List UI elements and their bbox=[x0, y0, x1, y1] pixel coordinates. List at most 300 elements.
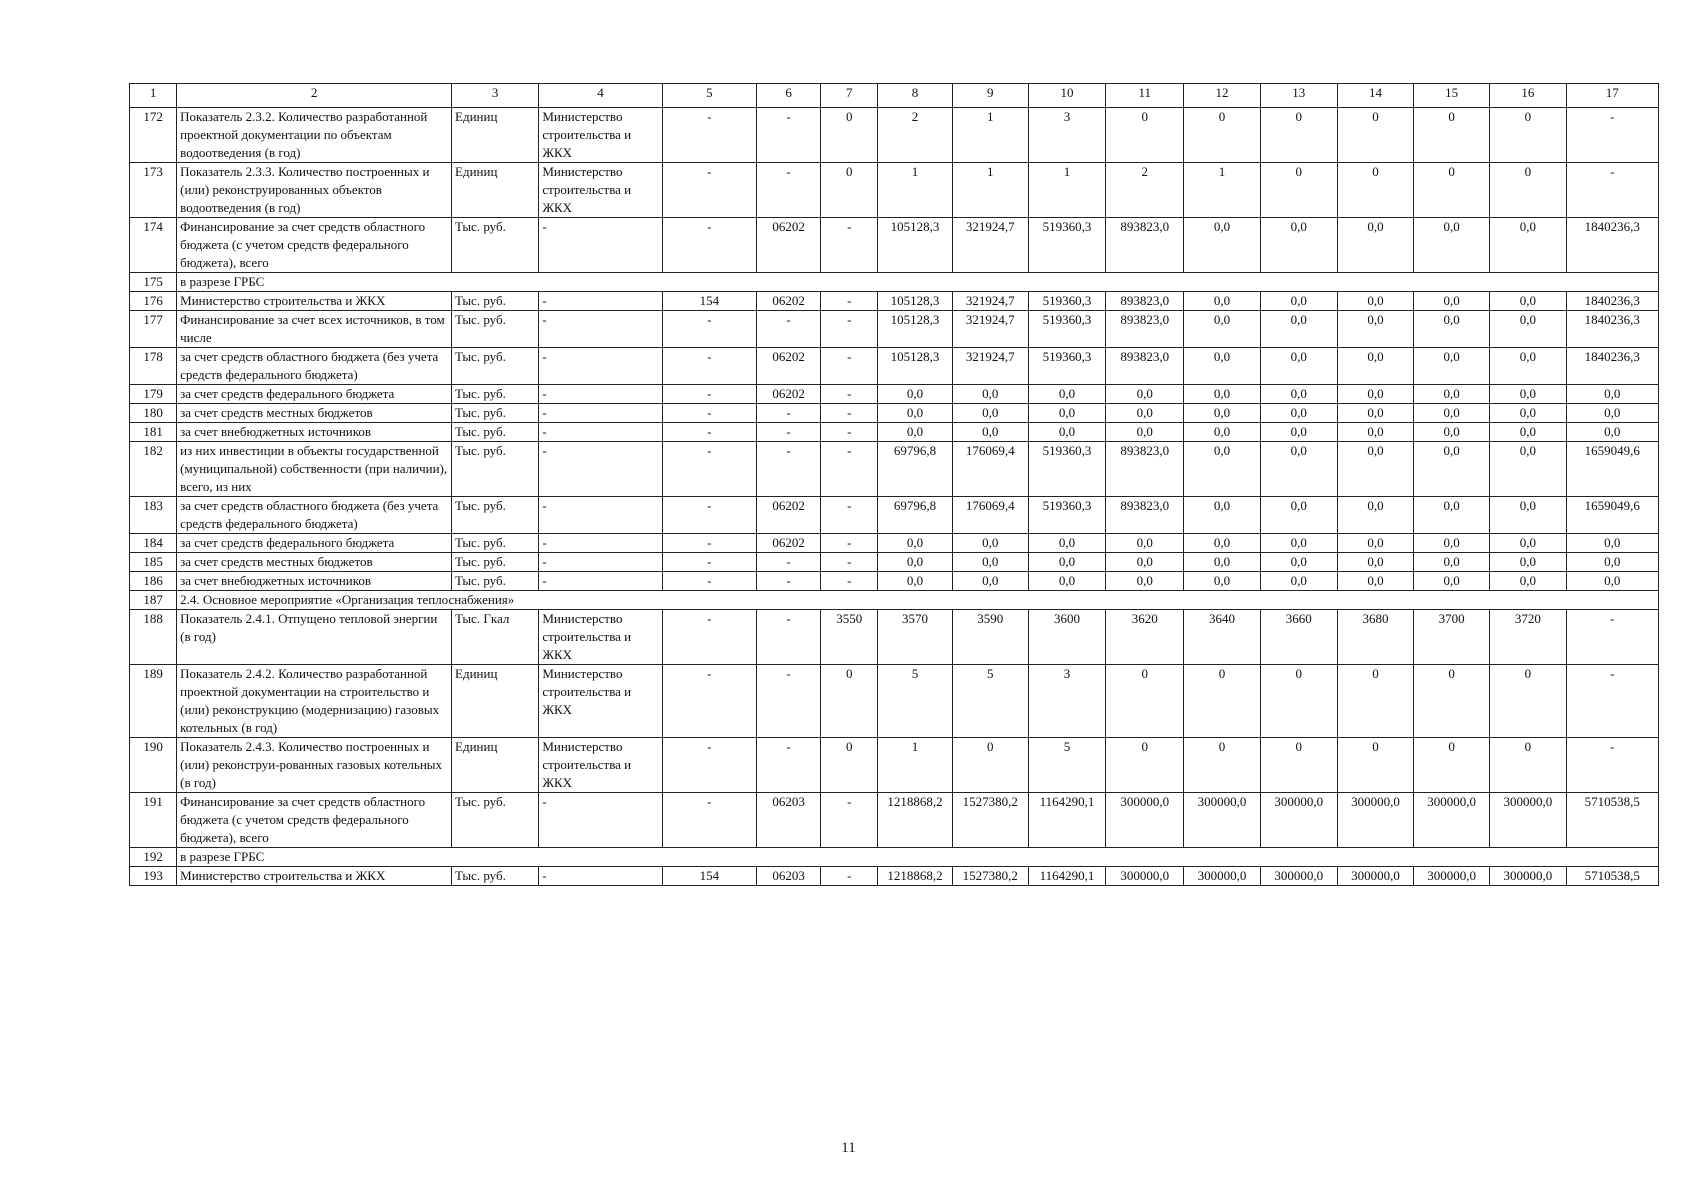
value-cell: 0,0 bbox=[1490, 572, 1566, 591]
value-cell: 0,0 bbox=[1028, 385, 1105, 404]
table-row bbox=[130, 108, 1659, 163]
value-cell: 3 bbox=[1028, 108, 1105, 163]
value-cell: 0 bbox=[1106, 108, 1184, 163]
value-cell: - bbox=[821, 292, 878, 311]
unit-cell: Тыс. руб. bbox=[452, 348, 539, 385]
value-cell: 06202 bbox=[757, 497, 821, 534]
value-cell: 0,0 bbox=[1337, 311, 1413, 348]
value-cell: 1 bbox=[1184, 163, 1260, 218]
row-number: 185 bbox=[130, 553, 177, 572]
value-cell: 0,0 bbox=[1184, 497, 1260, 534]
value-cell: - bbox=[821, 534, 878, 553]
value-cell: 0,0 bbox=[1260, 534, 1337, 553]
value-cell: 0,0 bbox=[1106, 572, 1184, 591]
value-cell: 0,0 bbox=[1337, 534, 1413, 553]
executor-cell: - bbox=[539, 497, 662, 534]
value-cell: - bbox=[662, 423, 756, 442]
value-cell: 0 bbox=[1337, 665, 1413, 738]
value-cell: 0,0 bbox=[1490, 442, 1566, 497]
section-title: в разрезе ГРБС bbox=[177, 273, 1659, 292]
value-cell: 3700 bbox=[1414, 610, 1490, 665]
value-cell: 0,0 bbox=[952, 385, 1028, 404]
value-cell: 0,0 bbox=[1260, 497, 1337, 534]
value-cell: 0,0 bbox=[1414, 218, 1490, 273]
value-cell: 1 bbox=[952, 108, 1028, 163]
value-cell: 0,0 bbox=[1490, 534, 1566, 553]
row-number: 175 bbox=[130, 273, 177, 292]
value-cell: 893823,0 bbox=[1106, 348, 1184, 385]
row-number: 183 bbox=[130, 497, 177, 534]
value-cell: 2 bbox=[1106, 163, 1184, 218]
value-cell: 0,0 bbox=[1106, 553, 1184, 572]
value-cell: 0 bbox=[1184, 665, 1260, 738]
row-number: 173 bbox=[130, 163, 177, 218]
unit-cell: Тыс. руб. bbox=[452, 553, 539, 572]
column-number-cell: 11 bbox=[1106, 84, 1184, 108]
value-cell: 105128,3 bbox=[878, 311, 952, 348]
value-cell: 1659049,6 bbox=[1566, 442, 1658, 497]
value-cell: 1527380,2 bbox=[952, 793, 1028, 848]
value-cell: 0,0 bbox=[1028, 404, 1105, 423]
value-cell: 0 bbox=[1337, 738, 1413, 793]
value-cell: 893823,0 bbox=[1106, 442, 1184, 497]
value-cell: 893823,0 bbox=[1106, 311, 1184, 348]
value-cell: 5 bbox=[1028, 738, 1105, 793]
value-cell: 0,0 bbox=[1260, 572, 1337, 591]
table-row bbox=[130, 404, 1659, 423]
column-number-cell: 7 bbox=[821, 84, 878, 108]
value-cell: 0,0 bbox=[1260, 292, 1337, 311]
column-number-cell: 9 bbox=[952, 84, 1028, 108]
value-cell: 0 bbox=[1490, 738, 1566, 793]
value-cell: 1 bbox=[878, 738, 952, 793]
value-cell: - bbox=[821, 218, 878, 273]
column-number-cell: 2 bbox=[177, 84, 452, 108]
table-row bbox=[130, 572, 1659, 591]
value-cell: 176069,4 bbox=[952, 442, 1028, 497]
executor-cell: Министерство строительства и ЖКХ bbox=[539, 163, 662, 218]
value-cell: 0,0 bbox=[1490, 348, 1566, 385]
unit-cell: Тыс. Гкал bbox=[452, 610, 539, 665]
value-cell: 0,0 bbox=[1414, 442, 1490, 497]
value-cell: - bbox=[757, 108, 821, 163]
row-number: 192 bbox=[130, 848, 177, 867]
value-cell: 1659049,6 bbox=[1566, 497, 1658, 534]
value-cell: 0,0 bbox=[1490, 423, 1566, 442]
value-cell: 0,0 bbox=[1566, 423, 1658, 442]
unit-cell: Тыс. руб. bbox=[452, 423, 539, 442]
value-cell: 0 bbox=[1106, 665, 1184, 738]
value-cell: 0 bbox=[1414, 738, 1490, 793]
value-cell: 0,0 bbox=[1566, 385, 1658, 404]
value-cell: 0,0 bbox=[1184, 348, 1260, 385]
value-cell: 1218868,2 bbox=[878, 793, 952, 848]
value-cell: 0,0 bbox=[952, 553, 1028, 572]
value-cell: 0,0 bbox=[1337, 292, 1413, 311]
row-number: 177 bbox=[130, 311, 177, 348]
executor-cell: - bbox=[539, 442, 662, 497]
value-cell: 06202 bbox=[757, 385, 821, 404]
value-cell: 0 bbox=[1490, 665, 1566, 738]
value-cell: 0,0 bbox=[1490, 385, 1566, 404]
value-cell: 105128,3 bbox=[878, 292, 952, 311]
value-cell: - bbox=[662, 218, 756, 273]
value-cell: - bbox=[821, 404, 878, 423]
value-cell: - bbox=[757, 610, 821, 665]
row-description: Показатель 2.3.2. Количество разработанной проектной документации по объектам водоотведения (в год) bbox=[177, 108, 452, 163]
executor-cell: - bbox=[539, 867, 662, 886]
value-cell: 1840236,3 bbox=[1566, 348, 1658, 385]
value-cell: 0 bbox=[1414, 108, 1490, 163]
row-description: за счет средств областного бюджета (без учета средств федерального бюджета) bbox=[177, 348, 452, 385]
value-cell: 06202 bbox=[757, 534, 821, 553]
value-cell: 105128,3 bbox=[878, 218, 952, 273]
value-cell: 176069,4 bbox=[952, 497, 1028, 534]
value-cell: 519360,3 bbox=[1028, 292, 1105, 311]
value-cell: 300000,0 bbox=[1414, 867, 1490, 886]
value-cell: 0,0 bbox=[1260, 404, 1337, 423]
row-description: Показатель 2.4.2. Количество разработанной проектной документации на строительство и (или) реконструкцию (модернизацию) газовых котельных (в год) bbox=[177, 665, 452, 738]
value-cell: 06202 bbox=[757, 292, 821, 311]
value-cell: - bbox=[662, 553, 756, 572]
value-cell: 0,0 bbox=[1490, 218, 1566, 273]
row-number: 180 bbox=[130, 404, 177, 423]
value-cell: 0,0 bbox=[1184, 404, 1260, 423]
row-number: 172 bbox=[130, 108, 177, 163]
value-cell: - bbox=[757, 572, 821, 591]
table-row bbox=[130, 534, 1659, 553]
value-cell: 0 bbox=[1106, 738, 1184, 793]
section-row bbox=[130, 591, 1659, 610]
row-description: Финансирование за счет средств областного бюджета (с учетом средств федерального бюджета), всего bbox=[177, 218, 452, 273]
value-cell: 1 bbox=[878, 163, 952, 218]
unit-cell: Единиц bbox=[452, 665, 539, 738]
value-cell: 0,0 bbox=[1337, 497, 1413, 534]
executor-cell: Министерство строительства и ЖКХ bbox=[539, 610, 662, 665]
row-description: за счет внебюджетных источников bbox=[177, 572, 452, 591]
table-row bbox=[130, 665, 1659, 738]
value-cell: 105128,3 bbox=[878, 348, 952, 385]
value-cell: 0 bbox=[1337, 163, 1413, 218]
value-cell: 0,0 bbox=[1260, 348, 1337, 385]
value-cell: - bbox=[662, 665, 756, 738]
value-cell: 0 bbox=[1260, 738, 1337, 793]
unit-cell: Тыс. руб. bbox=[452, 292, 539, 311]
value-cell: 519360,3 bbox=[1028, 497, 1105, 534]
unit-cell: Тыс. руб. bbox=[452, 572, 539, 591]
value-cell: 300000,0 bbox=[1184, 793, 1260, 848]
value-cell: 300000,0 bbox=[1414, 793, 1490, 848]
section-row bbox=[130, 848, 1659, 867]
value-cell: 0,0 bbox=[1260, 553, 1337, 572]
row-number: 188 bbox=[130, 610, 177, 665]
value-cell: 154 bbox=[662, 867, 756, 886]
row-number: 190 bbox=[130, 738, 177, 793]
value-cell: - bbox=[757, 423, 821, 442]
value-cell: 1164290,1 bbox=[1028, 867, 1105, 886]
column-number-cell: 5 bbox=[662, 84, 756, 108]
table-row bbox=[130, 163, 1659, 218]
value-cell: 0,0 bbox=[1184, 534, 1260, 553]
executor-cell: - bbox=[539, 311, 662, 348]
unit-cell: Тыс. руб. bbox=[452, 218, 539, 273]
value-cell: 0 bbox=[1260, 665, 1337, 738]
executor-cell: - bbox=[539, 423, 662, 442]
row-number: 176 bbox=[130, 292, 177, 311]
value-cell: - bbox=[1566, 163, 1658, 218]
value-cell: 06202 bbox=[757, 218, 821, 273]
table-row bbox=[130, 218, 1659, 273]
value-cell: 0,0 bbox=[1028, 572, 1105, 591]
value-cell: 0,0 bbox=[1566, 404, 1658, 423]
table-row bbox=[130, 867, 1659, 886]
value-cell: 0,0 bbox=[1414, 348, 1490, 385]
value-cell: 0,0 bbox=[1106, 385, 1184, 404]
row-number: 189 bbox=[130, 665, 177, 738]
value-cell: 300000,0 bbox=[1337, 793, 1413, 848]
value-cell: 300000,0 bbox=[1490, 793, 1566, 848]
column-number-cell: 10 bbox=[1028, 84, 1105, 108]
column-number-cell: 4 bbox=[539, 84, 662, 108]
row-number: 184 bbox=[130, 534, 177, 553]
executor-cell: - bbox=[539, 534, 662, 553]
value-cell: 0,0 bbox=[1184, 553, 1260, 572]
value-cell: 0,0 bbox=[1414, 404, 1490, 423]
value-cell: 0,0 bbox=[1414, 572, 1490, 591]
value-cell: 0,0 bbox=[952, 423, 1028, 442]
value-cell: - bbox=[757, 163, 821, 218]
value-cell: 3 bbox=[1028, 665, 1105, 738]
value-cell: - bbox=[1566, 108, 1658, 163]
value-cell: 519360,3 bbox=[1028, 311, 1105, 348]
value-cell: 0,0 bbox=[952, 534, 1028, 553]
value-cell: - bbox=[757, 665, 821, 738]
value-cell: 0,0 bbox=[1337, 572, 1413, 591]
value-cell: 0,0 bbox=[1028, 534, 1105, 553]
table-row bbox=[130, 497, 1659, 534]
value-cell: 0,0 bbox=[1184, 442, 1260, 497]
table-row bbox=[130, 793, 1659, 848]
value-cell: - bbox=[1566, 738, 1658, 793]
value-cell: 5710538,5 bbox=[1566, 867, 1658, 886]
value-cell: 0,0 bbox=[1566, 553, 1658, 572]
value-cell: 0 bbox=[821, 163, 878, 218]
unit-cell: Тыс. руб. bbox=[452, 442, 539, 497]
row-description: Показатель 2.4.3. Количество построенных и (или) реконструи-рованных газовых котельных (в год) bbox=[177, 738, 452, 793]
value-cell: 300000,0 bbox=[1490, 867, 1566, 886]
value-cell: 519360,3 bbox=[1028, 348, 1105, 385]
value-cell: - bbox=[662, 163, 756, 218]
value-cell: 1 bbox=[952, 163, 1028, 218]
row-description: за счет средств федерального бюджета bbox=[177, 385, 452, 404]
value-cell: - bbox=[757, 738, 821, 793]
value-cell: - bbox=[662, 442, 756, 497]
value-cell: - bbox=[821, 311, 878, 348]
column-number-cell: 13 bbox=[1260, 84, 1337, 108]
value-cell: - bbox=[821, 867, 878, 886]
value-cell: 300000,0 bbox=[1184, 867, 1260, 886]
table-row bbox=[130, 610, 1659, 665]
value-cell: 0 bbox=[1337, 108, 1413, 163]
value-cell: 0,0 bbox=[952, 572, 1028, 591]
unit-cell: Тыс. руб. bbox=[452, 311, 539, 348]
executor-cell: Министерство строительства и ЖКХ bbox=[539, 108, 662, 163]
executor-cell: - bbox=[539, 292, 662, 311]
value-cell: 0,0 bbox=[878, 553, 952, 572]
row-description: за счет средств местных бюджетов bbox=[177, 553, 452, 572]
section-title: 2.4. Основное мероприятие «Организация теплоснабжения» bbox=[177, 591, 1659, 610]
value-cell: 0,0 bbox=[1490, 311, 1566, 348]
section-title: в разрезе ГРБС bbox=[177, 848, 1659, 867]
unit-cell: Единиц bbox=[452, 738, 539, 793]
executor-cell: - bbox=[539, 572, 662, 591]
executor-cell: Министерство строительства и ЖКХ bbox=[539, 738, 662, 793]
value-cell: 0 bbox=[1490, 163, 1566, 218]
value-cell: 0 bbox=[1490, 108, 1566, 163]
executor-cell: - bbox=[539, 404, 662, 423]
value-cell: 0,0 bbox=[1414, 553, 1490, 572]
value-cell: 0,0 bbox=[878, 404, 952, 423]
row-number: 181 bbox=[130, 423, 177, 442]
value-cell: 519360,3 bbox=[1028, 442, 1105, 497]
value-cell: 0 bbox=[1260, 108, 1337, 163]
column-number-cell: 8 bbox=[878, 84, 952, 108]
value-cell: 893823,0 bbox=[1106, 218, 1184, 273]
value-cell: 2 bbox=[878, 108, 952, 163]
value-cell: - bbox=[662, 311, 756, 348]
value-cell: 0,0 bbox=[1028, 423, 1105, 442]
value-cell: 321924,7 bbox=[952, 311, 1028, 348]
page-number: 11 bbox=[841, 1140, 856, 1156]
executor-cell: - bbox=[539, 218, 662, 273]
value-cell: 0 bbox=[1260, 163, 1337, 218]
value-cell: 0,0 bbox=[1566, 572, 1658, 591]
row-description: Финансирование за счет всех источников, в том числе bbox=[177, 311, 452, 348]
row-description: Показатель 2.4.1. Отпущено тепловой энергии (в год) bbox=[177, 610, 452, 665]
value-cell: 06202 bbox=[757, 348, 821, 385]
value-cell: - bbox=[662, 534, 756, 553]
value-cell: 0,0 bbox=[952, 404, 1028, 423]
value-cell: 300000,0 bbox=[1260, 793, 1337, 848]
value-cell: 0,0 bbox=[878, 385, 952, 404]
value-cell: - bbox=[662, 348, 756, 385]
value-cell: 06203 bbox=[757, 793, 821, 848]
value-cell: 3660 bbox=[1260, 610, 1337, 665]
value-cell: 0,0 bbox=[1106, 534, 1184, 553]
value-cell: 0,0 bbox=[1414, 497, 1490, 534]
value-cell: 0,0 bbox=[1490, 404, 1566, 423]
value-cell: 0 bbox=[952, 738, 1028, 793]
value-cell: 0,0 bbox=[878, 534, 952, 553]
value-cell: 0,0 bbox=[1566, 534, 1658, 553]
column-number-cell: 15 bbox=[1414, 84, 1490, 108]
value-cell: 300000,0 bbox=[1260, 867, 1337, 886]
value-cell: 5 bbox=[878, 665, 952, 738]
executor-cell: - bbox=[539, 348, 662, 385]
value-cell: 0 bbox=[1184, 738, 1260, 793]
row-number: 179 bbox=[130, 385, 177, 404]
value-cell: 154 bbox=[662, 292, 756, 311]
value-cell: 1840236,3 bbox=[1566, 311, 1658, 348]
value-cell: - bbox=[821, 442, 878, 497]
value-cell: 0,0 bbox=[1337, 218, 1413, 273]
value-cell: - bbox=[662, 572, 756, 591]
value-cell: 0,0 bbox=[1414, 534, 1490, 553]
column-number-cell: 6 bbox=[757, 84, 821, 108]
value-cell: 5710538,5 bbox=[1566, 793, 1658, 848]
value-cell: 0 bbox=[1414, 665, 1490, 738]
value-cell: - bbox=[821, 793, 878, 848]
value-cell: 321924,7 bbox=[952, 348, 1028, 385]
value-cell: - bbox=[662, 793, 756, 848]
unit-cell: Единиц bbox=[452, 163, 539, 218]
table-row bbox=[130, 292, 1659, 311]
value-cell: 3640 bbox=[1184, 610, 1260, 665]
value-cell: - bbox=[821, 385, 878, 404]
financing-table bbox=[129, 83, 1659, 886]
row-number: 193 bbox=[130, 867, 177, 886]
value-cell: - bbox=[1566, 665, 1658, 738]
value-cell: 0,0 bbox=[1337, 423, 1413, 442]
value-cell: - bbox=[821, 497, 878, 534]
value-cell: 69796,8 bbox=[878, 497, 952, 534]
value-cell: 0,0 bbox=[878, 423, 952, 442]
value-cell: 0,0 bbox=[1184, 292, 1260, 311]
row-description: Министерство строительства и ЖКХ bbox=[177, 292, 452, 311]
table-row bbox=[130, 738, 1659, 793]
value-cell: 0,0 bbox=[1260, 423, 1337, 442]
value-cell: - bbox=[757, 404, 821, 423]
table-row bbox=[130, 423, 1659, 442]
value-cell: 0,0 bbox=[1490, 553, 1566, 572]
row-description: за счет средств местных бюджетов bbox=[177, 404, 452, 423]
value-cell: - bbox=[662, 497, 756, 534]
unit-cell: Единиц bbox=[452, 108, 539, 163]
row-description: из них инвестиции в объекты государственной (муниципальной) собственности (при наличии), всего, из них bbox=[177, 442, 452, 497]
value-cell: 321924,7 bbox=[952, 292, 1028, 311]
column-number-cell: 16 bbox=[1490, 84, 1566, 108]
value-cell: 3720 bbox=[1490, 610, 1566, 665]
unit-cell: Тыс. руб. bbox=[452, 385, 539, 404]
row-description: за счет средств областного бюджета (без учета средств федерального бюджета) bbox=[177, 497, 452, 534]
value-cell: 0 bbox=[1414, 163, 1490, 218]
value-cell: 3600 bbox=[1028, 610, 1105, 665]
value-cell: 300000,0 bbox=[1337, 867, 1413, 886]
value-cell: - bbox=[1566, 610, 1658, 665]
unit-cell: Тыс. руб. bbox=[452, 793, 539, 848]
value-cell: 0,0 bbox=[1337, 553, 1413, 572]
value-cell: 3590 bbox=[952, 610, 1028, 665]
value-cell: 1527380,2 bbox=[952, 867, 1028, 886]
value-cell: 1164290,1 bbox=[1028, 793, 1105, 848]
value-cell: 0,0 bbox=[1490, 292, 1566, 311]
value-cell: 0,0 bbox=[1260, 385, 1337, 404]
row-description: за счет средств федерального бюджета bbox=[177, 534, 452, 553]
table-row bbox=[130, 311, 1659, 348]
value-cell: - bbox=[821, 553, 878, 572]
value-cell: 0,0 bbox=[1184, 572, 1260, 591]
unit-cell: Тыс. руб. bbox=[452, 867, 539, 886]
value-cell: 893823,0 bbox=[1106, 497, 1184, 534]
value-cell: 3620 bbox=[1106, 610, 1184, 665]
value-cell: 300000,0 bbox=[1106, 867, 1184, 886]
executor-cell: - bbox=[539, 793, 662, 848]
value-cell: 0 bbox=[821, 108, 878, 163]
value-cell: 3550 bbox=[821, 610, 878, 665]
value-cell: 0,0 bbox=[1260, 442, 1337, 497]
value-cell: 0,0 bbox=[1337, 348, 1413, 385]
row-description: за счет внебюджетных источников bbox=[177, 423, 452, 442]
